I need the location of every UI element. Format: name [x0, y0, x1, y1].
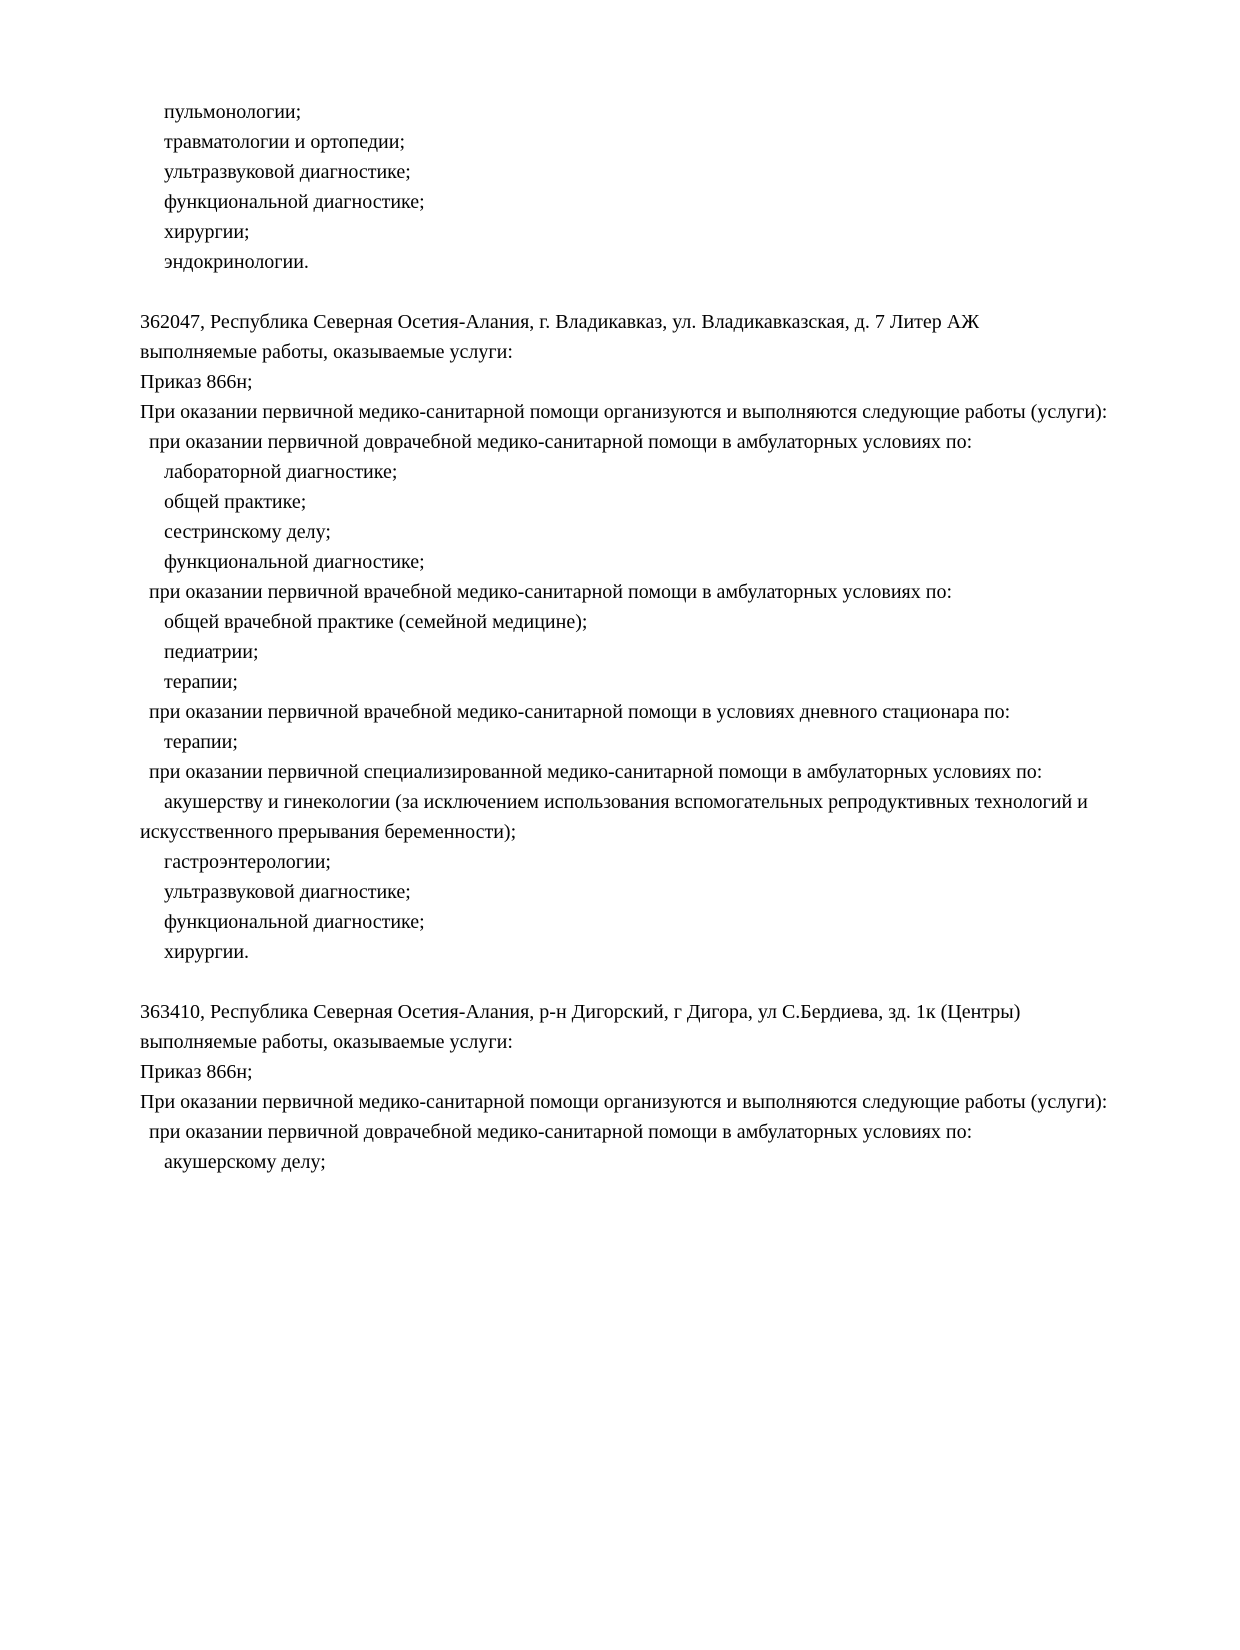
text-line: Приказ 866н;: [140, 1061, 253, 1083]
text-line: при оказании первичной доврачебной медико-санитарной помощи в амбулаторных условиях по:: [149, 1121, 973, 1143]
text-line: 362047, Республика Северная Осетия-Алания, г. Владикавказ, ул. Владикавказская, д. 7 Литер АЖ: [140, 311, 980, 333]
text-line: выполняемые работы, оказываемые услуги:: [140, 1031, 513, 1053]
text-line: При оказании первичной медико-санитарной помощи организуются и выполняются следующие работы (услуги):: [140, 401, 1108, 423]
text-line: при оказании первичной врачебной медико-санитарной помощи в амбулаторных условиях по:: [149, 581, 953, 603]
text-line: пульмонологии;: [164, 101, 302, 123]
text-line: сестринскому делу;: [164, 521, 331, 543]
text-line: терапии;: [164, 731, 238, 753]
text-line: Приказ 866н;: [140, 371, 253, 393]
text-line: гастроэнтерологии;: [164, 851, 331, 873]
text-line: эндокринологии.: [164, 251, 309, 273]
text-line: При оказании первичной медико-санитарной помощи организуются и выполняются следующие работы (услуги):: [140, 1091, 1108, 1113]
text-line: общей врачебной практике (семейной медицине);: [164, 611, 588, 633]
text-line: хирургии;: [164, 221, 250, 243]
blank-line: [140, 967, 1108, 997]
text-line: при оказании первичной врачебной медико-санитарной помощи в условиях дневного стационара по:: [149, 701, 1011, 723]
document-body: [140, 97, 1108, 1177]
text-line: функциональной диагностике;: [164, 191, 425, 213]
blank-line: [140, 277, 1108, 307]
text-line: педиатрии;: [164, 641, 259, 663]
text-line: при оказании первичной специализированной медико-санитарной помощи в амбулаторных условиях по:: [149, 761, 1043, 783]
text-line: функциональной диагностике;: [164, 911, 425, 933]
text-line: функциональной диагностике;: [164, 551, 425, 573]
text-line: травматологии и ортопедии;: [164, 131, 406, 153]
text-line: выполняемые работы, оказываемые услуги:: [140, 341, 513, 363]
text-line: ультразвуковой диагностике;: [164, 161, 411, 183]
text-line: ультразвуковой диагностике;: [164, 881, 411, 903]
text-line: хирургии.: [164, 941, 250, 963]
text-line: 363410, Республика Северная Осетия-Алания, р-н Дигорский, г Дигора, ул С.Бердиева, зд. 1к (Центры): [140, 1001, 1021, 1023]
text-line: при оказании первичной доврачебной медико-санитарной помощи в амбулаторных условиях по:: [149, 431, 973, 453]
text-line: терапии;: [164, 671, 238, 693]
text-line: общей практике;: [164, 491, 307, 513]
text-line: лабораторной диагностике;: [164, 461, 398, 483]
text-line: акушерству и гинекологии (за исключением использования вспомогательных репродуктивных технологий и искусственного прерывания беременности);: [140, 791, 1093, 843]
text-line: акушерскому делу;: [164, 1151, 326, 1173]
